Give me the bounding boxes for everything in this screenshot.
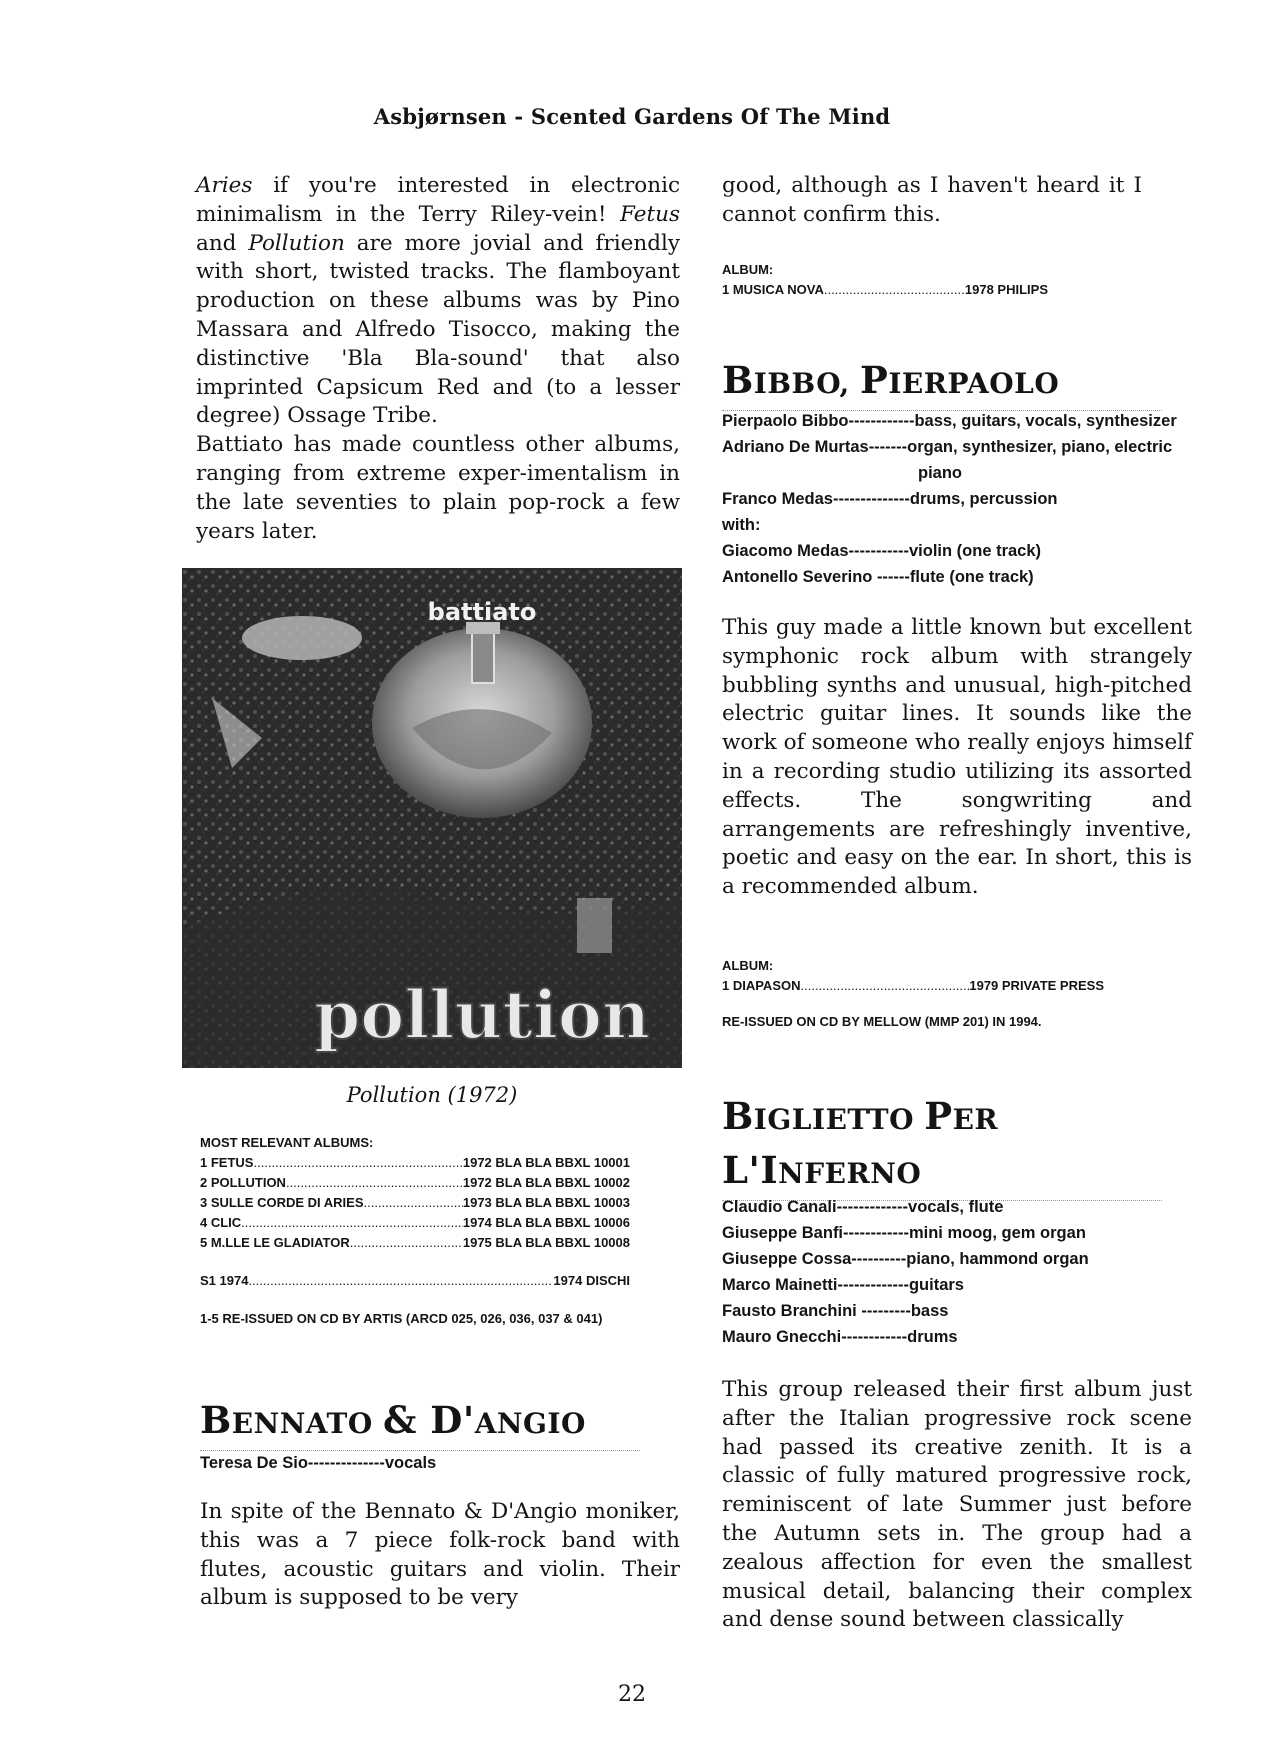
page-number: 22 [618, 1682, 646, 1707]
band-heading-bennato [200, 1396, 640, 1451]
album-cover-image [182, 568, 682, 1068]
album-list-bennato [722, 260, 1048, 300]
leader-dashes: -------------- [307, 1454, 385, 1472]
leader-dots [248, 1271, 553, 1291]
album-list-bibbo [722, 956, 1104, 1032]
heading-smallcaps: ENNATO [231, 1407, 383, 1440]
album-info: 1979 PRIVATE PRESS [969, 978, 1104, 993]
member-row [722, 1272, 1192, 1298]
leader-dashes: -------------- [832, 490, 910, 508]
album-label: ALBUM: [722, 958, 774, 973]
heading-smallcaps: IBBO, [753, 367, 860, 400]
single-row [200, 1271, 630, 1291]
album-title: 3 SULLE CORDE DI ARIES [200, 1195, 364, 1210]
leader-dashes: ------- [868, 438, 908, 456]
member-name: Marco Mainetti [722, 1276, 838, 1294]
album-title-fetus: Fetus [620, 201, 680, 227]
heading-cap: D' [430, 1398, 475, 1442]
album-row [722, 280, 1048, 300]
album-title: 1 DIAPASON [722, 978, 801, 993]
album-info: 1972 BLA BLA BBXL 10002 [462, 1175, 630, 1190]
member-name: Giuseppe Banfi [722, 1224, 844, 1242]
band-members-bennato [200, 1450, 436, 1476]
member-row [200, 1450, 436, 1476]
member-name: Giacomo Medas [722, 542, 849, 560]
heading-cap: P [859, 358, 889, 402]
band-members-biglietto [722, 1194, 1192, 1350]
album-row [200, 1153, 630, 1173]
member-name: Giuseppe Cossa [722, 1250, 852, 1268]
member-row [722, 1194, 1192, 1220]
member-role: flute (one track) [909, 568, 1034, 586]
single-info: 1974 DISCHI [553, 1273, 630, 1288]
album-info: 1974 BLA BLA BBXL 10006 [462, 1215, 630, 1230]
heading-cap: B [200, 1398, 232, 1442]
leader-dashes: ------ [876, 568, 910, 586]
leader-dashes: ------------- [836, 1198, 909, 1216]
heading-cap: P [924, 1094, 953, 1138]
band-heading-biglietto-line1 [722, 1092, 1162, 1146]
album-cover-art [182, 568, 682, 1068]
member-row [722, 1246, 1192, 1272]
member-name: Antonello Severino [722, 568, 877, 586]
band-heading-biglietto-line2 [722, 1146, 1162, 1201]
album-title: 2 POLLUTION [200, 1175, 286, 1190]
album-title: 4 CLIC [200, 1215, 242, 1230]
member-role: drums, percussion [909, 490, 1058, 508]
heading-cap: B [722, 1094, 754, 1138]
leader-dots [350, 1233, 463, 1253]
heading-smallcaps: IERPAOLO [888, 367, 1060, 400]
member-row [722, 1220, 1192, 1246]
album-info: 1975 BLA BLA BBXL 10008 [462, 1235, 630, 1250]
member-role: piano, hammond organ [906, 1250, 1089, 1268]
album-row [200, 1213, 630, 1233]
album-row [200, 1173, 630, 1193]
member-role: violin (one track) [909, 542, 1042, 560]
heading-cap: & [382, 1398, 431, 1442]
leader-dots [241, 1213, 463, 1233]
member-row [722, 408, 1192, 434]
member-role: bass, guitars, vocals, synthesizer [914, 412, 1177, 430]
text-run: if you're interested in electronic minimalism in the Terry Riley-vein! [196, 173, 680, 227]
member-row [722, 512, 1192, 538]
album-label: ALBUM: [722, 262, 774, 277]
leader-dashes: ------------ [841, 1328, 908, 1346]
cover-title-text: pollution [314, 976, 650, 1054]
reissue-note: RE-ISSUED ON CD BY MELLOW (MMP 201) IN 1994. [722, 1014, 1042, 1029]
album-title: 1 FETUS [200, 1155, 254, 1170]
member-role: bass [910, 1302, 949, 1320]
heading-smallcaps: ER [952, 1103, 999, 1136]
member-name: Adriano De Murtas [722, 438, 869, 456]
left-paragraph-1 [196, 172, 680, 546]
member-row [722, 1298, 1192, 1324]
heading-smallcaps: NFERNO [778, 1157, 922, 1190]
member-role: vocals [384, 1454, 437, 1472]
leader-dashes: ------------- [837, 1276, 909, 1294]
member-role: piano [918, 464, 962, 482]
reissue-note: 1-5 RE-ISSUED ON CD BY ARTIS (ARCD 025, 026, 036, 037 & 041) [200, 1311, 603, 1326]
heading-cap: L'I [722, 1148, 779, 1192]
running-header: Asbjørnsen - Scented Gardens Of The Mind [373, 104, 891, 129]
leader-dashes: ------------ [848, 412, 915, 430]
member-name: Fausto Branchini [722, 1302, 862, 1320]
single-title: S1 1974 [200, 1273, 249, 1288]
member-row [722, 564, 1192, 590]
leader-dashes: ----------- [848, 542, 909, 560]
right-paragraph-2: This guy made a little known but excellent symphonic rock album with strangely bubbling synths and unusual, high-pitched electric guitar lines. It sounds like the work of someone who really enjoys himself in a recording studio utilizing its assorted effects. The songwriting and arrangements are refreshingly inventive, poetic and easy on the ear. In short, this is a recommended album. [722, 615, 1192, 900]
member-role: vocals, flute [908, 1198, 1004, 1216]
album-row [722, 976, 1104, 996]
album-title: 5 M.LLE LE GLADIATOR [200, 1235, 350, 1250]
member-role: mini moog, gem organ [908, 1224, 1086, 1242]
member-name: Teresa De Sio [200, 1454, 308, 1472]
album-title-pollution: Pollution [248, 230, 345, 256]
leader-dashes: --------- [861, 1302, 911, 1320]
member-name: with: [722, 516, 761, 534]
leader-dashes: ---------- [851, 1250, 907, 1268]
cover-artist-text: battiato [427, 598, 537, 626]
heading-smallcaps: ANGIO [474, 1407, 586, 1440]
member-role: drums [907, 1328, 958, 1346]
right-paragraph-3: This group released their first album just after the Italian progressive rock scene had passed its creative zenith. It is a classic of fully matured progressive rock, reminiscent of late Summer just before the Autumn sets in. The group had a zealous affection for even the smallest musical detail, balancing their complex and dense sound between classically [722, 1377, 1192, 1633]
albums-heading: MOST RELEVANT ALBUMS: [200, 1135, 374, 1150]
member-role: guitars [908, 1276, 964, 1294]
member-role: organ, synthesizer, piano, electric [907, 438, 1173, 456]
member-name: Franco Medas [722, 490, 833, 508]
text-run: are more jovial and friendly with short, twisted tracks. The flamboyant production on these albums was by Pino Massara and Alfredo Tisocco, making the distinctive 'Bla Bla-sound' that also imprinted Capsicum Red and (to a lesser degree) Ossage Tribe. [196, 230, 681, 429]
member-name: Mauro Gnecchi [722, 1328, 842, 1346]
member-row [722, 460, 1192, 486]
album-info: 1978 PHILIPS [964, 282, 1048, 297]
album-row [200, 1233, 630, 1253]
left-paragraph-2: Battiato has made countless other albums, ranging from extreme exper-imentalism in the late seventies to plain pop-rock a few years later. [196, 432, 680, 544]
album-title-aries: Aries [196, 173, 253, 198]
heading-cap: B [722, 358, 754, 402]
leader-dots [363, 1193, 462, 1213]
member-row [722, 1324, 1192, 1350]
member-name: Pierpaolo Bibbo [722, 412, 849, 430]
text-run: and [196, 230, 249, 256]
member-row [722, 434, 1192, 460]
leader-dots [286, 1173, 463, 1193]
band-members-bibbo [722, 408, 1192, 590]
album-info: 1973 BLA BLA BBXL 10003 [462, 1195, 630, 1210]
member-row [722, 538, 1192, 564]
leader-dots [801, 976, 970, 996]
member-name: Claudio Canali [722, 1198, 837, 1216]
member-row [722, 486, 1192, 512]
album-info: 1972 BLA BLA BBXL 10001 [462, 1155, 630, 1170]
leader-dashes: ------------ [843, 1224, 909, 1242]
album-title: 1 MUSICA NOVA [722, 282, 824, 297]
left-paragraph-3: In spite of the Bennato & D'Angio moniker, this was a 7 piece folk-rock band with flutes, acoustic guitars and violin. Their album is supposed to be very [200, 1499, 680, 1611]
right-paragraph-1: good, although as I haven't heard it I cannot confirm this. [722, 173, 1142, 227]
album-list [200, 1133, 630, 1329]
album-row [200, 1193, 630, 1213]
heading-smallcaps: IGLIETTO [753, 1103, 925, 1136]
leader-dots [253, 1153, 462, 1173]
leader-dots [824, 280, 965, 300]
band-heading-bibbo [722, 356, 1162, 411]
image-caption: Pollution (1972) [346, 1083, 518, 1107]
